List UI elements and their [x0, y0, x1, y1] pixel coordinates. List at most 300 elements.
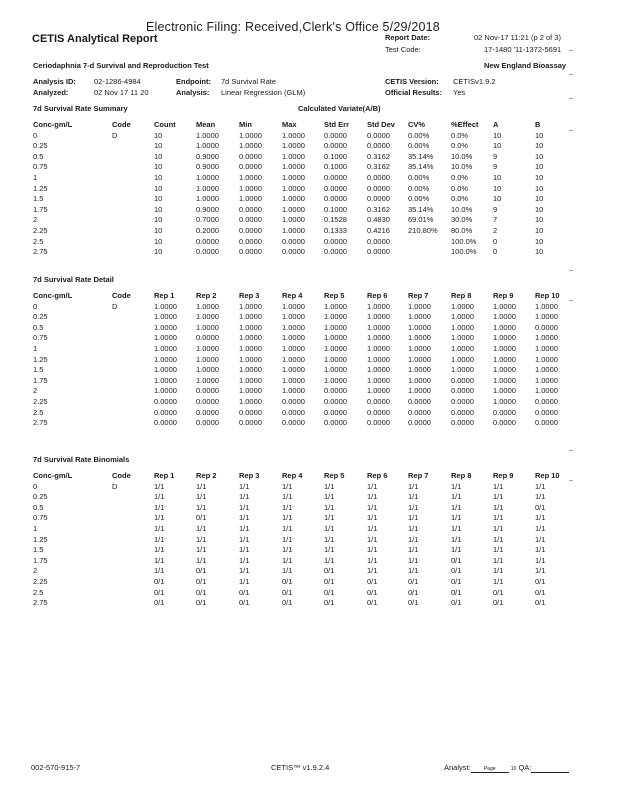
detail-cell: 1.0000 — [451, 301, 474, 311]
binomials-cell: 1/1 — [367, 523, 378, 533]
binomials-cell: 1/1 — [324, 534, 335, 544]
summary-cell: 0.0000 — [239, 215, 262, 225]
summary-cell: 1.0000 — [239, 172, 262, 182]
summary-cell: 2 — [33, 215, 38, 225]
detail-cell: 1.0000 — [282, 343, 305, 353]
detail-cell: 2 — [33, 386, 38, 396]
summary-cell: 1.0000 — [282, 204, 305, 214]
detail-cell: 1.0000 — [451, 343, 474, 353]
detail-cell: 1.0000 — [535, 354, 558, 364]
summary-cell: 0.1333 — [324, 225, 347, 235]
detail-cell: 0.0000 — [324, 386, 347, 396]
binomials-cell: 1/1 — [493, 555, 504, 565]
detail-cell: 0.0000 — [196, 386, 219, 396]
summary-cell: 0.0% — [451, 194, 469, 204]
binomials-cell: 1/1 — [196, 523, 207, 533]
detail-cell: 1.0000 — [154, 343, 177, 353]
detail-cell: 1.0000 — [493, 365, 516, 375]
margin-mark — [569, 50, 573, 51]
binomials-cell: 1/1 — [451, 481, 462, 491]
detail-cell: 1.0000 — [239, 312, 262, 322]
summary-cell: 0.00% — [408, 141, 430, 151]
binomials-cell: 0/1 — [324, 576, 335, 586]
summary-cell: 0.4830 — [367, 215, 390, 225]
summary-cell: 10 — [535, 130, 544, 140]
detail-cell: 1.0000 — [535, 312, 558, 322]
summary-cell: 0.0000 — [367, 247, 390, 257]
summary-cell: 0.0000 — [324, 130, 347, 140]
summary-cell: 10 — [535, 141, 544, 151]
col-header: Rep 10 — [535, 471, 560, 480]
summary-cell: 10 — [535, 194, 544, 204]
col-header: Std Dev — [367, 120, 395, 129]
detail-cell: 1.0000 — [154, 375, 177, 385]
binomials-cell: 0/1 — [196, 566, 207, 576]
detail-table-row — [0, 323, 618, 334]
summary-cell: 10 — [154, 247, 163, 257]
col-header: Rep 10 — [535, 291, 560, 300]
col-header: A — [493, 120, 499, 129]
margin-mark — [569, 300, 573, 301]
binomials-cell: 0/1 — [367, 576, 378, 586]
summary-cell: 1.0000 — [239, 183, 262, 193]
detail-cell: 0.0000 — [451, 418, 474, 428]
summary-cell: 0.00% — [408, 172, 430, 182]
col-header: Rep 4 — [282, 291, 303, 300]
binomials-cell: 0/1 — [282, 598, 293, 608]
summary-cell: 0.0000 — [239, 204, 262, 214]
col-header: Code — [112, 471, 131, 480]
detail-cell: 0.0000 — [408, 396, 431, 406]
summary-table-row — [0, 194, 618, 205]
binomials-cell: 0/1 — [196, 587, 207, 597]
summary-cell: 0.0000 — [367, 141, 390, 151]
detail-table-row — [0, 397, 618, 408]
summary-cell: 9 — [493, 162, 498, 172]
summary-table-row — [0, 184, 618, 195]
summary-cell: 0.00% — [408, 194, 430, 204]
summary-cell: 10 — [535, 236, 544, 246]
detail-cell: 1.0000 — [367, 365, 390, 375]
detail-cell: 1.0000 — [324, 354, 347, 364]
binomials-cell: 1/1 — [282, 523, 293, 533]
summary-cell: 10 — [535, 151, 544, 161]
detail-cell: 1.0000 — [535, 365, 558, 375]
summary-cell: 1.0000 — [196, 130, 219, 140]
col-header: Max — [282, 120, 297, 129]
detail-cell: 1.0000 — [367, 354, 390, 364]
detail-cell: 1.0000 — [493, 396, 516, 406]
binomials-cell: 1/1 — [282, 513, 293, 523]
binomials-cell: 1/1 — [324, 492, 335, 502]
detail-cell: 1.0000 — [282, 301, 305, 311]
analyzed-value: 02 Nov 17 11 20 — [94, 88, 149, 97]
detail-cell: 1.0000 — [408, 312, 431, 322]
col-header: Conc-gm/L — [33, 471, 73, 480]
binomials-cell: 1/1 — [408, 513, 419, 523]
summary-cell: 0.0000 — [239, 247, 262, 257]
binomials-cell: 1/1 — [535, 566, 546, 576]
detail-cell: 0 — [33, 301, 38, 311]
summary-cell: 10.0% — [451, 204, 473, 214]
binomials-cell: 1/1 — [535, 523, 546, 533]
binomials-table-row — [0, 545, 618, 556]
detail-cell: 1.0000 — [154, 301, 177, 311]
margin-mark — [569, 130, 573, 131]
detail-table-row — [0, 376, 618, 387]
binomials-cell: 0/1 — [239, 587, 250, 597]
summary-cell: D — [112, 130, 118, 140]
detail-cell: 2.5 — [33, 407, 44, 417]
detail-cell: 1.0000 — [493, 386, 516, 396]
binomials-cell: 0/1 — [196, 513, 207, 523]
binomials-cell: 1/1 — [196, 492, 207, 502]
detail-cell: 1.0000 — [282, 354, 305, 364]
summary-cell: 35.14% — [408, 162, 434, 172]
summary-table — [0, 120, 618, 258]
binomials-cell: 0/1 — [239, 598, 250, 608]
detail-cell: 1.0000 — [535, 375, 558, 385]
summary-cell: 10 — [493, 183, 502, 193]
summary-cell: 0.4216 — [367, 225, 390, 235]
binomials-cell: 1/1 — [239, 513, 250, 523]
summary-table-row — [0, 226, 618, 237]
col-header: Rep 3 — [239, 471, 260, 480]
binomials-cell: 0 — [33, 481, 38, 491]
detail-cell: 1.0000 — [324, 301, 347, 311]
binomials-cell: 0/1 — [282, 576, 293, 586]
detail-cell: 1.0000 — [367, 333, 390, 343]
detail-cell: 1.0000 — [535, 386, 558, 396]
summary-cell: 0.3162 — [367, 204, 390, 214]
analyst-label: Analyst: — [444, 763, 471, 772]
col-header: %Effect — [451, 120, 479, 129]
summary-header-row — [0, 120, 618, 131]
detail-table-row — [0, 355, 618, 366]
summary-cell: 1.0000 — [196, 141, 219, 151]
summary-cell: 0.0% — [451, 130, 469, 140]
summary-cell: 0.1528 — [324, 215, 347, 225]
summary-cell: 10 — [493, 194, 502, 204]
detail-cell: 1.0000 — [154, 386, 177, 396]
binomials-cell: 1/1 — [493, 576, 504, 586]
summary-cell: 0.00% — [408, 130, 430, 140]
summary-cell: 0 — [493, 247, 498, 257]
col-header: Rep 5 — [324, 291, 345, 300]
binomials-table-row — [0, 503, 618, 514]
summary-cell: 0.0000 — [324, 183, 347, 193]
detail-cell: 1.75 — [33, 375, 48, 385]
detail-cell: 1.0000 — [535, 343, 558, 353]
summary-cell: 1.0000 — [282, 225, 305, 235]
binomials-cell: 1/1 — [493, 566, 504, 576]
summary-cell: 7 — [493, 215, 498, 225]
summary-cell: 35.14% — [408, 151, 434, 161]
detail-cell: 0.0000 — [154, 396, 177, 406]
summary-table-row — [0, 215, 618, 226]
summary-cell: 10 — [154, 204, 163, 214]
detail-cell: 0.0000 — [154, 407, 177, 417]
binomials-cell: 1/1 — [154, 502, 165, 512]
summary-cell: 0.0000 — [367, 183, 390, 193]
analysis-value: Linear Regression (GLM) — [221, 88, 306, 97]
binomials-cell: 1/1 — [154, 534, 165, 544]
binomials-cell: 0/1 — [451, 566, 462, 576]
detail-cell: 1.0000 — [451, 333, 474, 343]
summary-cell: 10 — [493, 172, 502, 182]
summary-table-row — [0, 247, 618, 258]
binomials-cell: 1/1 — [282, 492, 293, 502]
detail-section-title: 7d Survival Rate Detail — [33, 275, 114, 284]
col-header: Rep 8 — [451, 291, 472, 300]
summary-cell: 1.0000 — [196, 194, 219, 204]
test-code-value: 17-1480 '11-1372-5691 — [484, 45, 562, 54]
summary-table-row — [0, 162, 618, 173]
summary-cell: 1.0000 — [239, 130, 262, 140]
summary-cell: 0.0000 — [324, 236, 347, 246]
summary-cell: 1.0000 — [196, 172, 219, 182]
col-header: Rep 6 — [367, 291, 388, 300]
detail-table-row — [0, 302, 618, 313]
detail-cell: 1.0000 — [154, 322, 177, 332]
detail-cell: 0.0000 — [324, 407, 347, 417]
detail-cell: 1.0000 — [239, 354, 262, 364]
binomials-cell: 0/1 — [408, 587, 419, 597]
binomials-cell: 0/1 — [493, 587, 504, 597]
detail-table-row — [0, 386, 618, 397]
binomials-cell: 1/1 — [196, 502, 207, 512]
filing-stamp: Electronic Filing: Received,Clerk's Office 5/29/2018 — [146, 20, 440, 34]
summary-cell: 0 — [493, 236, 498, 246]
summary-table-row — [0, 205, 618, 216]
summary-cell: 10 — [493, 130, 502, 140]
binomials-cell: 0/1 — [324, 566, 335, 576]
test-name: Ceriodaphnia 7-d Survival and Reproduction Test — [33, 61, 209, 70]
detail-cell: 1.0000 — [367, 343, 390, 353]
summary-cell: 10 — [535, 162, 544, 172]
col-header: Conc-gm/L — [33, 120, 73, 129]
summary-cell: 10 — [154, 225, 163, 235]
detail-cell: 1.0000 — [493, 375, 516, 385]
summary-cell: 0.5 — [33, 151, 44, 161]
summary-cell: 10 — [154, 172, 163, 182]
test-code-label: Test Code: — [385, 45, 421, 54]
binomials-cell: 1/1 — [154, 566, 165, 576]
detail-cell: 1.0000 — [493, 301, 516, 311]
summary-cell: 0.1000 — [324, 151, 347, 161]
margin-mark — [569, 480, 573, 481]
detail-cell: 1.0000 — [282, 365, 305, 375]
binomials-cell: 1/1 — [408, 555, 419, 565]
binomials-cell: 1/1 — [493, 523, 504, 533]
binomials-cell: 1/1 — [493, 534, 504, 544]
detail-cell: 1.0000 — [451, 322, 474, 332]
detail-cell: 0.0000 — [367, 418, 390, 428]
binomials-cell: 1/1 — [367, 534, 378, 544]
binomials-cell: 0/1 — [154, 587, 165, 597]
detail-cell: 1.0000 — [367, 375, 390, 385]
binomials-cell: 1.75 — [33, 555, 48, 565]
cetis-version-value: CETISv1.9.2 — [453, 77, 496, 86]
detail-cell: 1.0000 — [282, 386, 305, 396]
summary-cell: 10 — [154, 162, 163, 172]
detail-cell: 1.0000 — [535, 301, 558, 311]
summary-cell: 1.0000 — [239, 141, 262, 151]
binomials-cell: 0/1 — [324, 598, 335, 608]
summary-cell: 80.0% — [451, 225, 473, 235]
binomials-cell: 1 — [33, 523, 38, 533]
col-header: Rep 4 — [282, 471, 303, 480]
binomials-table-row — [0, 482, 618, 493]
binomials-cell: 1/1 — [535, 555, 546, 565]
detail-cell: 1.0000 — [154, 333, 177, 343]
detail-cell: 1.0000 — [493, 322, 516, 332]
report-date-label: Report Date: — [385, 33, 431, 42]
detail-cell: 1.0000 — [282, 322, 305, 332]
summary-cell: 10 — [154, 215, 163, 225]
binomials-table-row — [0, 492, 618, 503]
binomials-cell: 1/1 — [493, 513, 504, 523]
detail-cell: 1.0000 — [324, 365, 347, 375]
summary-cell: 0.0000 — [324, 141, 347, 151]
summary-cell: 0.0000 — [239, 151, 262, 161]
binomials-cell: 1/1 — [367, 566, 378, 576]
summary-cell: 10 — [493, 141, 502, 151]
detail-table-row — [0, 365, 618, 376]
detail-cell: 0.0000 — [282, 407, 305, 417]
detail-cell: 1.0000 — [493, 343, 516, 353]
detail-cell: 0.0000 — [535, 418, 558, 428]
detail-cell: 0.0000 — [451, 396, 474, 406]
col-header: Mean — [196, 120, 216, 129]
binomials-cell: 0/1 — [451, 576, 462, 586]
summary-cell: 0.0000 — [282, 236, 305, 246]
binomials-cell: 1/1 — [282, 566, 293, 576]
detail-cell: 1.0000 — [282, 375, 305, 385]
binomials-cell: 0/1 — [408, 576, 419, 586]
binomials-table-row — [0, 535, 618, 546]
summary-cell: 0.1000 — [324, 204, 347, 214]
binomials-table — [0, 471, 618, 609]
binomials-cell: 0/1 — [451, 587, 462, 597]
summary-section-title: 7d Survival Rate Summary — [33, 104, 128, 113]
summary-cell: 1.0000 — [282, 162, 305, 172]
binomials-cell: 0/1 — [535, 502, 546, 512]
binomials-cell: 1/1 — [239, 545, 250, 555]
detail-cell: 1.0000 — [408, 333, 431, 343]
detail-cell: 1.0000 — [239, 386, 262, 396]
detail-cell: 1.0000 — [451, 365, 474, 375]
summary-cell: 10 — [154, 130, 163, 140]
binomials-table-row — [0, 513, 618, 524]
summary-cell: 1.0000 — [282, 141, 305, 151]
summary-cell: 9 — [493, 204, 498, 214]
binomials-cell: 1/1 — [154, 492, 165, 502]
detail-cell: 2.25 — [33, 396, 48, 406]
detail-cell: 0.75 — [33, 333, 48, 343]
binomials-cell: 1/1 — [239, 566, 250, 576]
summary-cell: 0.25 — [33, 141, 48, 151]
summary-cell: 10.0% — [451, 162, 473, 172]
binomials-cell: 1/1 — [324, 502, 335, 512]
binomials-cell: 1/1 — [154, 555, 165, 565]
summary-cell: 1.0000 — [196, 183, 219, 193]
summary-cell: 0.0000 — [324, 247, 347, 257]
detail-cell: 0.0000 — [408, 407, 431, 417]
detail-table-row — [0, 333, 618, 344]
binomials-cell: 1/1 — [408, 566, 419, 576]
page-number: 10 — [510, 766, 517, 772]
binomials-cell: 2.75 — [33, 598, 48, 608]
detail-cell: 1.0000 — [493, 312, 516, 322]
summary-cell: 30.0% — [451, 215, 473, 225]
summary-cell: 0.7000 — [196, 215, 219, 225]
binomials-cell: 1/1 — [535, 513, 546, 523]
detail-cell: 1.0000 — [239, 365, 262, 375]
qa-label: QA: — [518, 763, 532, 772]
summary-table-row — [0, 141, 618, 152]
summary-cell: 1.0000 — [282, 194, 305, 204]
binomials-cell: 0.75 — [33, 513, 48, 523]
detail-cell: 0.0000 — [282, 418, 305, 428]
binomials-cell: 0/1 — [282, 587, 293, 597]
summary-cell: 1 — [33, 172, 38, 182]
detail-cell: 1.0000 — [282, 333, 305, 343]
binomials-cell: D — [112, 481, 118, 491]
margin-mark — [569, 270, 573, 271]
analyst-signature-line — [471, 766, 509, 773]
binomials-cell: 1/1 — [535, 545, 546, 555]
binomials-header-row — [0, 471, 618, 482]
detail-cell: 1.0000 — [196, 354, 219, 364]
summary-cell: 0.0000 — [196, 236, 219, 246]
binomials-cell: 1/1 — [451, 534, 462, 544]
detail-cell: 1.0000 — [239, 322, 262, 332]
col-header: CV% — [408, 120, 426, 129]
detail-cell: 0.0000 — [239, 407, 262, 417]
binomials-cell: 1/1 — [324, 555, 335, 565]
summary-cell: 10 — [535, 247, 544, 257]
summary-cell: 10 — [535, 204, 544, 214]
binomials-cell: 0/1 — [196, 598, 207, 608]
summary-cell: 0.0% — [451, 172, 469, 182]
summary-cell: 0.0000 — [367, 194, 390, 204]
detail-cell: 0.0000 — [196, 407, 219, 417]
binomials-cell: 1/1 — [535, 492, 546, 502]
summary-cell: 2.5 — [33, 236, 44, 246]
col-header: Rep 8 — [451, 471, 472, 480]
binomials-cell: 1/1 — [239, 523, 250, 533]
detail-cell: 0.0000 — [493, 407, 516, 417]
binomials-cell: 2.5 — [33, 587, 44, 597]
col-header: Conc-gm/L — [33, 291, 73, 300]
summary-cell: 0.0000 — [324, 194, 347, 204]
summary-cell: 2 — [493, 225, 498, 235]
binomials-cell: 1/1 — [282, 481, 293, 491]
qa-signature-line — [531, 763, 569, 773]
detail-cell: 1.0000 — [239, 396, 262, 406]
summary-cell: 1.0000 — [282, 215, 305, 225]
detail-cell: 1.0000 — [367, 301, 390, 311]
binomials-table-row — [0, 566, 618, 577]
summary-cell: 9 — [493, 151, 498, 161]
detail-cell: 0.0000 — [367, 407, 390, 417]
detail-cell: 0.0000 — [535, 322, 558, 332]
summary-cell: 69.01% — [408, 215, 434, 225]
detail-cell: 1.0000 — [367, 312, 390, 322]
detail-cell: 1.0000 — [239, 343, 262, 353]
detail-cell: 1.0000 — [324, 322, 347, 332]
